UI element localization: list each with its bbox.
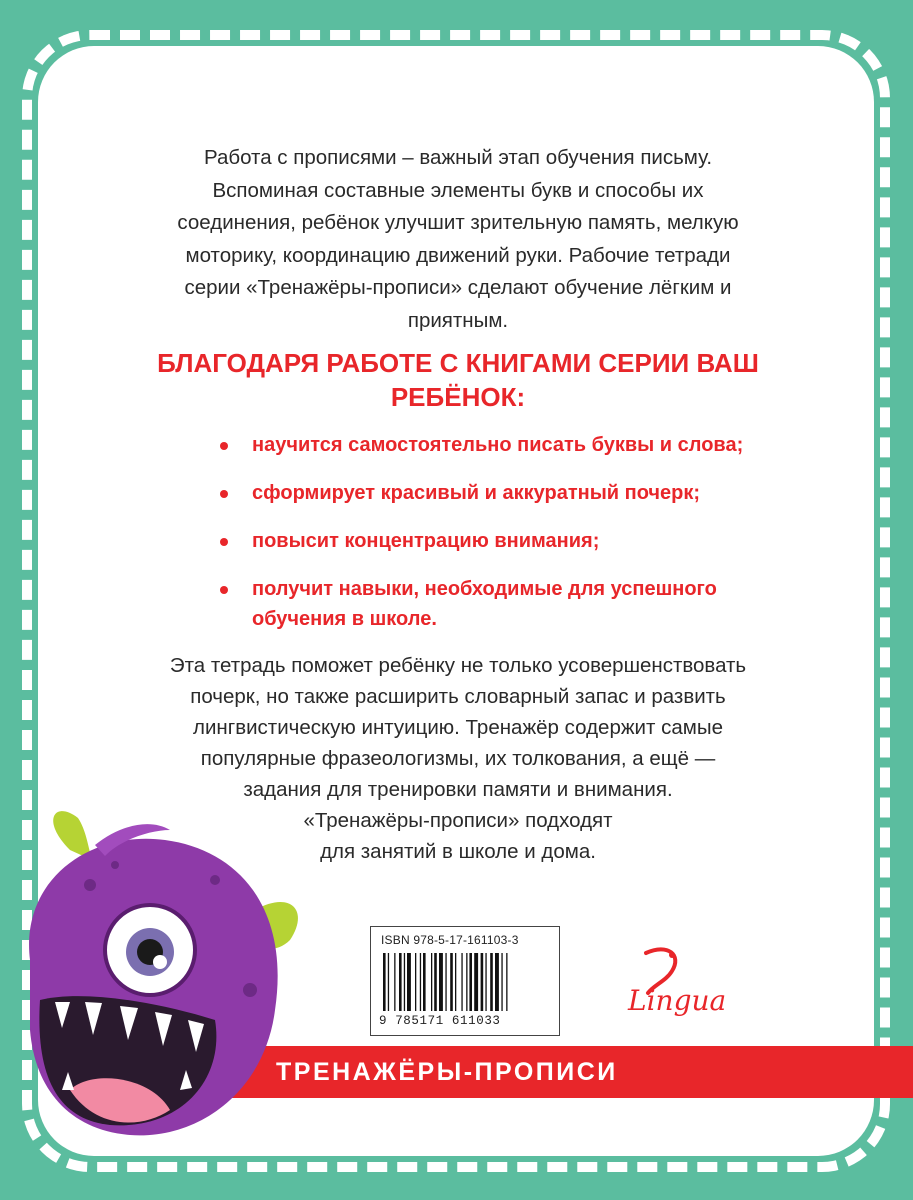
intro-line: соединения, ребёнок улучшит зрительную память, мелкую (177, 211, 739, 234)
bullet-dot-icon (220, 490, 228, 498)
outro-line: лингвистическую интуицию. Тренажёр содержит самые (193, 716, 723, 739)
intro-line: Вспоминая составные элементы букв и способы их (212, 178, 704, 202)
outro-line: для занятий в школе и дома. (320, 840, 596, 863)
list-item: сформирует красивый и аккуратный почерк; (220, 478, 780, 508)
headline-line: РЕБЁНОК: (390, 382, 526, 412)
bullet-dot-icon (220, 538, 228, 546)
list-item: повысит концентрацию внимания; (220, 526, 780, 556)
intro-line: приятным. (407, 308, 509, 332)
bullet-dot-icon (220, 586, 228, 594)
barcode-digits: 9 785171 611033 (379, 1014, 501, 1028)
outro-line: популярные фразеологизмы, их толкования, а ещё — (200, 747, 716, 770)
benefits-headline (98, 346, 818, 414)
lingua-logo-text: Lingua (628, 984, 727, 1017)
isbn-barcode-box (370, 926, 560, 1036)
isbn-label: ISBN 978-5-17-161103-3 (381, 933, 519, 947)
headline-line: БЛАГОДАРЯ РАБОТЕ С КНИГАМИ СЕРИИ ВАШ (157, 348, 759, 378)
bullet-dot-icon (220, 442, 228, 450)
intro-line: серии «Тренажёры-прописи» сделают обучение лёгким и (184, 276, 732, 299)
intro-line: Работа с прописями – важный этап обучения письму. (203, 146, 713, 169)
outro-line: «Тренажёры-прописи» подходят (303, 809, 613, 832)
barcode-icon (383, 953, 549, 1011)
purple-monster-icon (0, 790, 330, 1200)
series-banner-text: ТРЕНАЖЁРЫ-ПРОПИСИ (276, 1058, 618, 1086)
outro-line: задания для тренировки памяти и внимания. (243, 778, 673, 801)
intro-paragraph (158, 142, 758, 337)
intro-line: моторику, координацию движений руки. Рабочие тетради (185, 243, 731, 267)
list-item: научится самостоятельно писать буквы и слова; (220, 430, 780, 460)
list-item: получит навыки, необходимые для успешного обучения в школе. (220, 574, 780, 634)
benefits-list (220, 430, 780, 652)
outro-line: почерк, но также расширить словарный запас и развить (190, 685, 726, 708)
outro-line: Эта тетрадь поможет ребёнку не только усовершенствовать (169, 654, 747, 677)
